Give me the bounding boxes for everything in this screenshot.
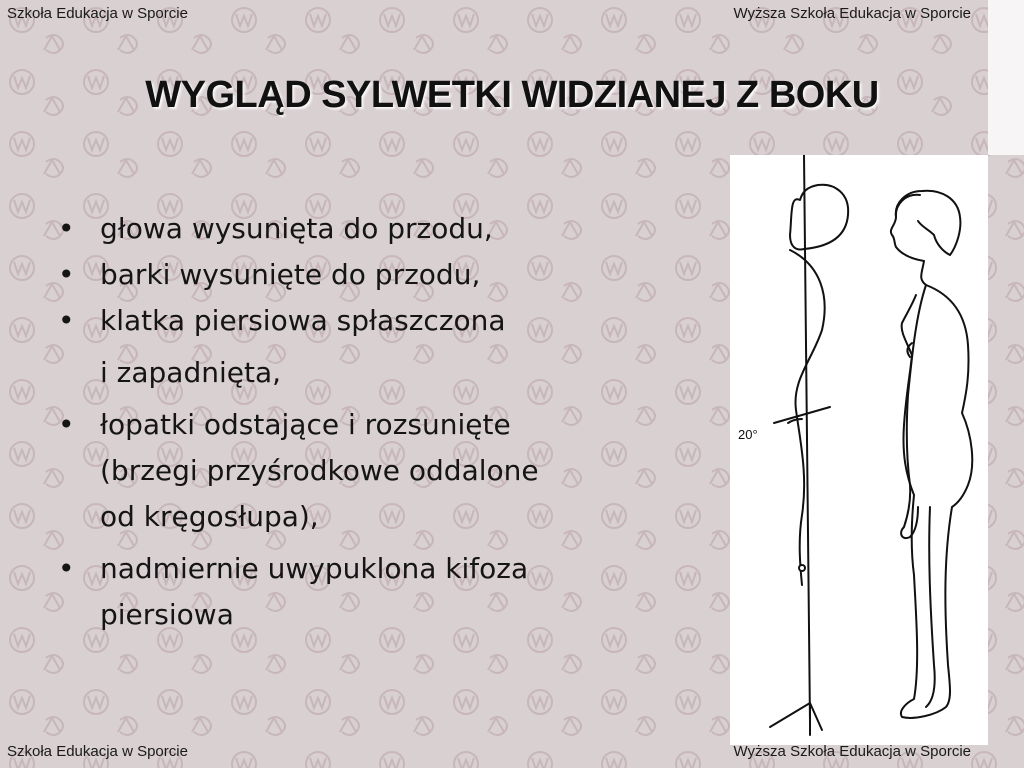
header-school-name: Szkoła Edukacja w Sporcie [7, 5, 188, 22]
figure-hair [896, 191, 961, 255]
bullet-continuation: od kręgosłupa), [100, 500, 319, 533]
inclination-line [774, 407, 830, 423]
bullet-item: • klatka piersiowa spłaszczona [56, 298, 706, 344]
header-university-name: Wyższa Szkoła Edukacja w Sporcie [733, 5, 971, 22]
head-outline [790, 185, 848, 250]
slide-footer [0, 738, 988, 768]
bullet-continuation: (brzegi przyśrodkowe oddalone [100, 454, 539, 487]
plumb-marker [799, 565, 805, 571]
bullet-continuation: piersiowa [100, 598, 234, 631]
bullet-item: • głowa wysunięta do przodu, [56, 206, 706, 252]
footer-university-name: Wyższa Szkoła Edukacja w Sporcie [733, 743, 971, 760]
angle-arc [788, 419, 802, 423]
figure-leg [926, 507, 935, 707]
bullet-item: • barki wysunięte do przodu, [56, 252, 706, 298]
posture-illustration [730, 155, 988, 745]
plumb-stand [770, 703, 822, 735]
bullet-list [56, 206, 706, 638]
angle-label: 20° [738, 427, 758, 442]
bullet-item: • łopatki odstające i rozsunięte [56, 402, 706, 448]
plumb-line [804, 155, 810, 723]
bullet-item: • nadmiernie uwypuklona kifoza [56, 546, 706, 592]
footer-school-name: Szkoła Edukacja w Sporcie [7, 743, 188, 760]
slide-title: WYGLĄD SYLWETKI WIDZIANEJ Z BOKU [145, 74, 879, 116]
bullet-continuation: i zapadnięta, [100, 356, 282, 389]
slide-header [0, 0, 988, 30]
